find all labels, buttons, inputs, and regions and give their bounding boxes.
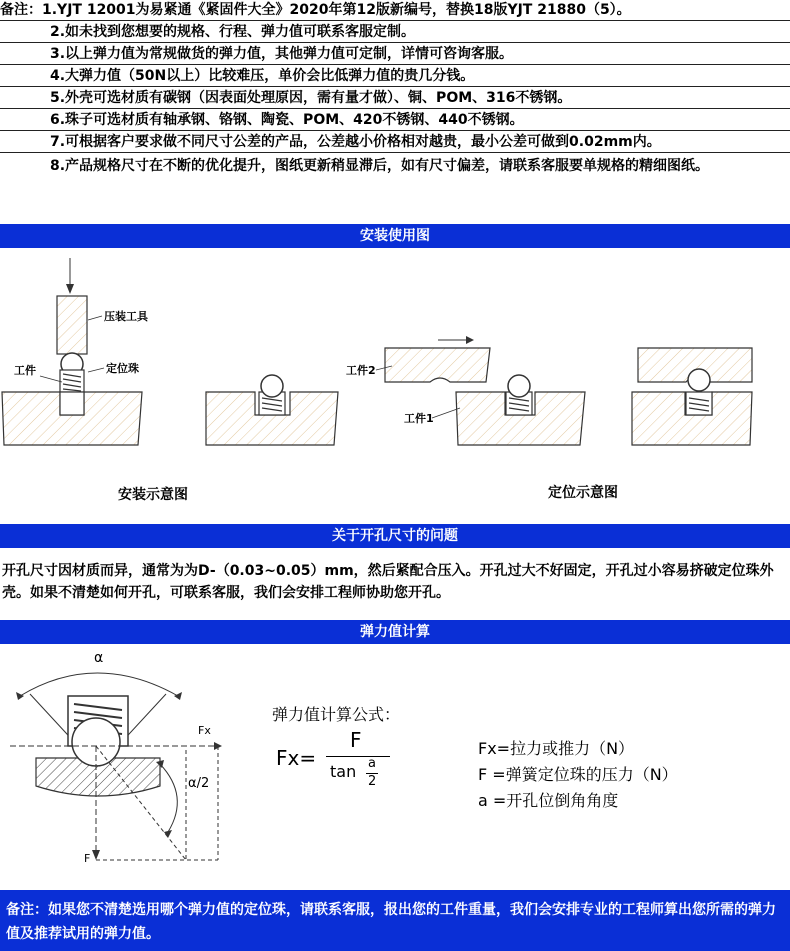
formula-2: 2 [368,774,377,789]
install-banner: 安装使用图 [0,224,790,248]
definition-a: a =开孔位倒角角度 [478,791,619,810]
caption-install: 安装示意图 [118,487,188,503]
note-line-5: 5.外壳可选材质有碳钢（因表面处理原因，需有量才做）、铜、POM、316不锈钢。 [0,88,790,109]
formula-a: a [368,756,376,771]
formula-numerator: F [350,728,362,752]
note-line-4: 4.大弹力值（50N以上）比较难压，单价会比低弹力值的贵几分钱。 [0,66,790,87]
half-alpha-label: α/2 [188,776,210,791]
fx-axis-label: Fx [198,724,211,737]
note-line-6: 6.珠子可选材质有轴承钢、铬钢、陶瓷、POM、420不锈钢、440不锈钢。 [0,110,790,131]
definition-fx: Fx=拉力或推力（N） [478,739,635,758]
note-line-2: 2.如未找到您想要的规格、行程、弹力值可联系客服定制。 [0,22,790,43]
position-figure-1 [376,336,585,445]
label-ball: 定位珠 [106,362,139,375]
note-line-7: 7.可根据客户要求做不同尺寸公差的产品，公差越小价格相对越贵，最小公差可做到0.02mm内。 [0,132,790,153]
force-diagram [0,646,260,886]
hole-text: 开孔尺寸因材质而异，通常为为D-（0.03~0.05）mm，然后紧配合压入。开孔过大不好固定，开孔过小容易挤破定位珠外壳。如果不清楚如何开孔，可联系客服，我们会安排工程师协助您开孔。 [2,563,774,601]
formula-title: 弹力值计算公式： [272,705,401,724]
install-figure [2,258,142,445]
definition-f: F =弹簧定位珠的压力（N） [478,765,678,784]
label-workpiece-2: 工件2 [346,364,376,377]
label-workpiece-1: 工件1 [404,412,434,425]
force-banner: 弹力值计算 [0,620,790,644]
position-figure-2 [632,348,752,445]
label-press-tool: 压装工具 [104,310,148,323]
f-axis-label: F [84,852,91,865]
fraction-bar [326,756,390,757]
formula-tan: tan [330,762,357,781]
note-line-1: 备注：1.YJT 12001为易紧通《紧固件大全》2020年第12版新编号，替换18版YJT 21880（5）。 [0,0,790,21]
label-workpiece: 工件 [14,364,36,377]
hole-banner: 关于开孔尺寸的问题 [0,524,790,548]
caption-position: 定位示意图 [548,485,618,501]
note-line-8: 8.产品规格尺寸在不断的优化提升，图纸更新稍显滞后，如有尺寸偏差，请联系客服要单规格的精细图纸。 [50,158,710,174]
alpha-label: α [94,650,104,666]
note-line-3: 3.以上弹力值为常规做货的弹力值，其他弹力值可定制，详情可咨询客服。 [0,44,790,65]
installed-figure [206,375,338,445]
bottom-note: 备注：如果您不清楚选用哪个弹力值的定位珠，请联系客服，报出您的工件重量，我们会安排专业的工程师算出您所需的弹力值及推荐试用的弹力值。 [0,890,790,951]
formula-lhs: Fx= [276,746,317,770]
install-diagram [0,250,790,520]
